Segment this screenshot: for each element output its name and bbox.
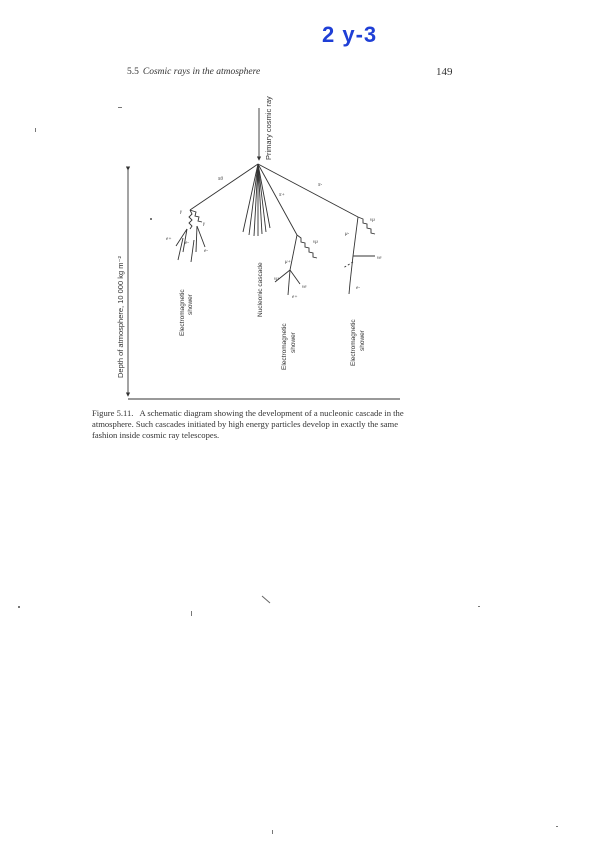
handwritten-annotation: 2 y-3 <box>322 22 378 47</box>
mu-minus-label: μ- <box>345 232 350 237</box>
caption-text: A schematic diagram showing the development of a nucleonic cascade in the atmosphere. Such cascades initiated by high energy particles develop in exactly the same fashion inside cosmic ray telescopes. <box>92 408 404 440</box>
gamma-label-2: γ <box>203 222 205 227</box>
e-minus-label-1: e- <box>185 241 189 246</box>
pi-minus-label: π- <box>318 183 323 188</box>
nu-mu-label-1: νμ <box>313 240 318 245</box>
nucleonic-cascade-label: Nucleonic cascade <box>257 262 264 317</box>
figure-caption <box>92 408 422 441</box>
em-shower-3-label-line1: Electromagnetic <box>350 319 357 366</box>
em-shower-3-label-line2: shower <box>359 330 366 351</box>
gamma-label-1: γ <box>180 210 182 215</box>
primary-cosmic-ray-label: Primary cosmic ray <box>264 96 273 160</box>
e-minus-label-3: e- <box>356 286 360 291</box>
e-plus-label-2: e+ <box>292 295 298 300</box>
pi-plus-label: π+ <box>279 193 285 198</box>
e-plus-label-1: e+ <box>166 237 172 242</box>
nu-mu-label-2: νμ <box>274 277 279 282</box>
section-title: Cosmic rays in the atmosphere <box>142 67 261 77</box>
em-shower-1-label-line1: Electromagnetic <box>179 289 186 336</box>
nu-mu-label-3: νμ <box>370 218 375 223</box>
section-number: 5.5 <box>127 67 139 77</box>
e-minus-label-2: e- <box>204 249 208 254</box>
pi0-label-left: π0 <box>218 177 224 182</box>
nu-e-label-1: νe <box>302 285 307 290</box>
em-shower-1-label-line2: shower <box>187 294 194 315</box>
mu-plus-label: μ+ <box>285 260 291 265</box>
nu-e-label-2: νe <box>377 256 382 261</box>
figure-number: Figure 5.11. <box>92 408 134 418</box>
pi0-left-track <box>190 164 258 210</box>
depth-axis-label: Depth of atmosphere, 10 000 kg m⁻² <box>116 256 125 378</box>
em-shower-2-label-line2: shower <box>290 332 297 353</box>
em-shower-2-label-line1: Electromagnetic <box>281 323 288 370</box>
page-number: 149 <box>436 66 453 78</box>
